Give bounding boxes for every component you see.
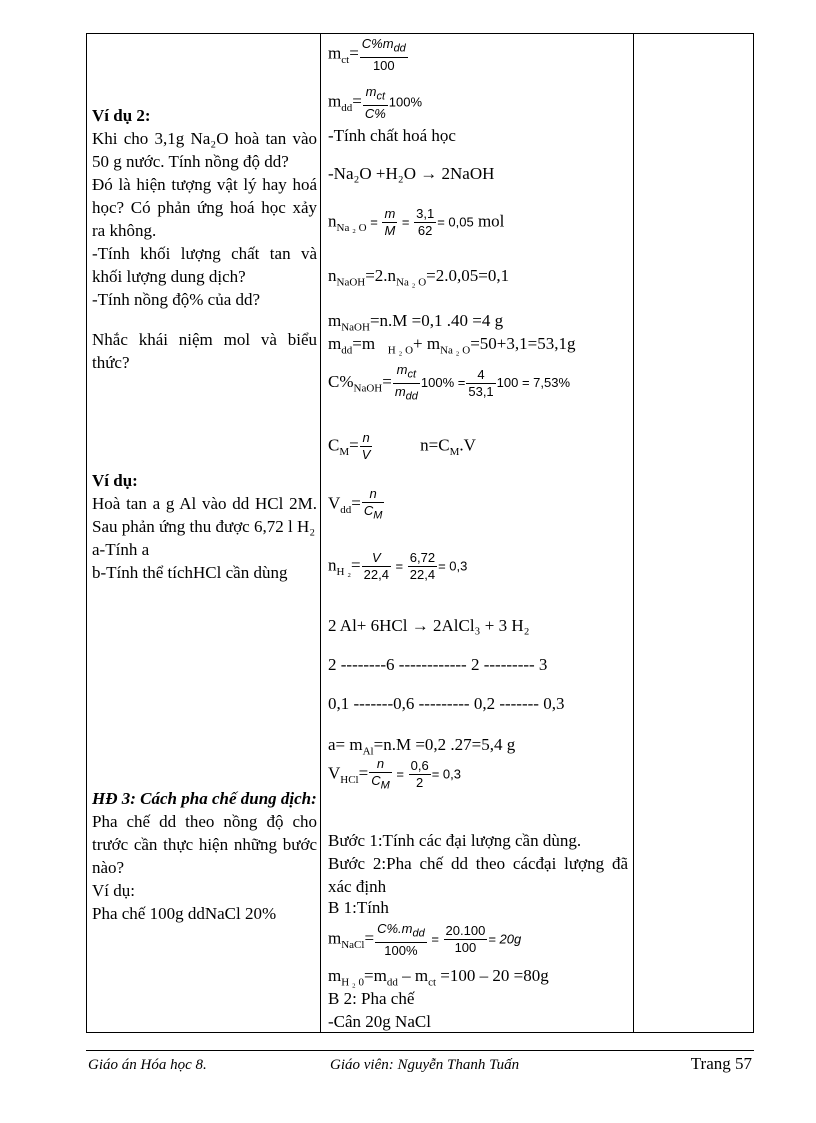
formula-mdd: $m_{dd}=$ $\frac{m_{ct}}{C\%}$ 100% [328, 84, 423, 121]
formula-mct: $m_{ct}=$ $\frac{C\%m_{dd}}{100}$ [328, 36, 406, 73]
example3-line-1: Hoà tan a g Al vào dd HCl 2M. Sau phản ứng thu được 6,72 l H₂ [92, 494, 317, 536]
example3-title: Ví dụ: [92, 471, 138, 490]
example2-line-1: Khi cho 3,1g Na₂O hoà tan vào 50 g nước. Tính nồng độ dd? [92, 129, 317, 171]
example2-note: Nhắc khái niệm mol và biểu thức? [92, 330, 317, 372]
formula-m-h2o: $m_{H _2 0}=m_{dd} - m_{ct} =100 - 20 =80g$ [328, 966, 549, 989]
hd3-line-2: Ví dụ: [92, 881, 135, 900]
footer-rule [86, 1050, 754, 1051]
example2-line-2: Đó là hiện tượng vật lý hay hoá học? Có phản ứng hoá học xảy ra không. [92, 175, 317, 240]
example3-line-3: b-Tính thể tíchHCl cần dùng [92, 563, 288, 582]
step2: Bước 2:Pha chế dd theo cácđại lượng đã xác định [328, 854, 628, 896]
formula-a: $a= m_{Al}=n.M =0,2$ .27=5,4 g [328, 735, 516, 758]
example2-title: Ví dụ 2: [92, 106, 151, 125]
example3-line-2: a-Tính a [92, 540, 150, 559]
reaction-al-hcl: 2 Al+ 6HCl → 2AlCl₃ + 3 H₂ [328, 616, 530, 635]
hd3-line-3: Pha chế 100g ddNaCl 20% [92, 904, 277, 923]
example2-line-4: -Tính nồng độ% của dd? [92, 290, 261, 309]
footer-page-number: Trang 57 [690, 1054, 752, 1073]
example2-line-3: -Tính khối lượng chất tan và khối lượng dung dịch? [92, 244, 317, 286]
column-divider-1 [320, 34, 321, 1032]
formula-cm: $C_M=$ $\frac{n}{V}$ $n=C_M.V$ [328, 430, 476, 462]
formula-m-nacl: $m_{NaCl}=$ $\frac{C\%.m_{dd}}{100\%}$ = $\frac{20.100}{100}$ = 20g [328, 921, 522, 958]
b2-label: B 2: Pha chế [328, 989, 415, 1008]
hd3-title: HĐ 3: Cách pha chế dung dịch: [92, 789, 317, 808]
column-divider-2 [633, 34, 634, 1032]
weigh-step: -Cân 20g NaCl [328, 1012, 431, 1031]
page-footer [86, 1050, 754, 1074]
step1: Bước 1:Tính các đại lượng cần dùng. [328, 831, 582, 850]
lesson-table [86, 33, 754, 1033]
b1-label: B 1:Tính [328, 898, 389, 917]
footer-course: Giáo án Hóa học 8. [88, 1057, 207, 1073]
hd3-line-1: Pha chế dd theo nồng độ cho trước cần thực hiện những bước nào? [92, 812, 317, 877]
ratio-line-2: 0,1 -------0,6 --------- 0,2 ------- 0,3 [328, 694, 565, 713]
ratio-line-1: 2 --------6 ------------ 2 --------- 3 [328, 655, 548, 674]
formula-vhcl: $V_{HCl}=$ $\frac{n}{C_M}$ = $\frac{0,6}{2}$ = 0,3 [328, 756, 461, 792]
formula-m-dd: $m_{dd}=m$ $_{H _2 O}+ m_{Na _2 O}=50+3,1=53,1g$ [328, 334, 576, 357]
footer-teacher: Giáo viên: Nguyễn Thanh Tuấn [330, 1057, 520, 1073]
formula-vdd: $V_{dd}=$ $\frac{n}{C_M}$ [328, 486, 383, 522]
formula-n-naoh: $n_{NaOH}=2.n_{Na _2 O}=2.0,05=0,1$ [328, 266, 510, 289]
formula-c-percent: $C\%_{NaOH}=$ $\frac{m_{ct}}{m_{dd}}$ 100% = $\frac{4}{53,1}$ 100 = 7,53% [328, 362, 571, 403]
chem-properties-label: -Tính chất hoá học [328, 126, 456, 145]
formula-n-h2: $n_{H _2}=$ $\frac{V}{22,4}$ = $\frac{6,72}{22,4}$ = 0,3 [328, 550, 468, 582]
formula-n-na2o: $n_{Na _2 O}$ = $\frac{m}{M}$ = $\frac{3,1}{62}$ = 0,05 mol [328, 206, 505, 238]
formula-m-naoh: $m_{NaOH}=n.M =0,1$ .40 =4 g [328, 311, 504, 334]
reaction-na2o: -Na₂O +H₂O → 2NaOH [328, 164, 495, 183]
